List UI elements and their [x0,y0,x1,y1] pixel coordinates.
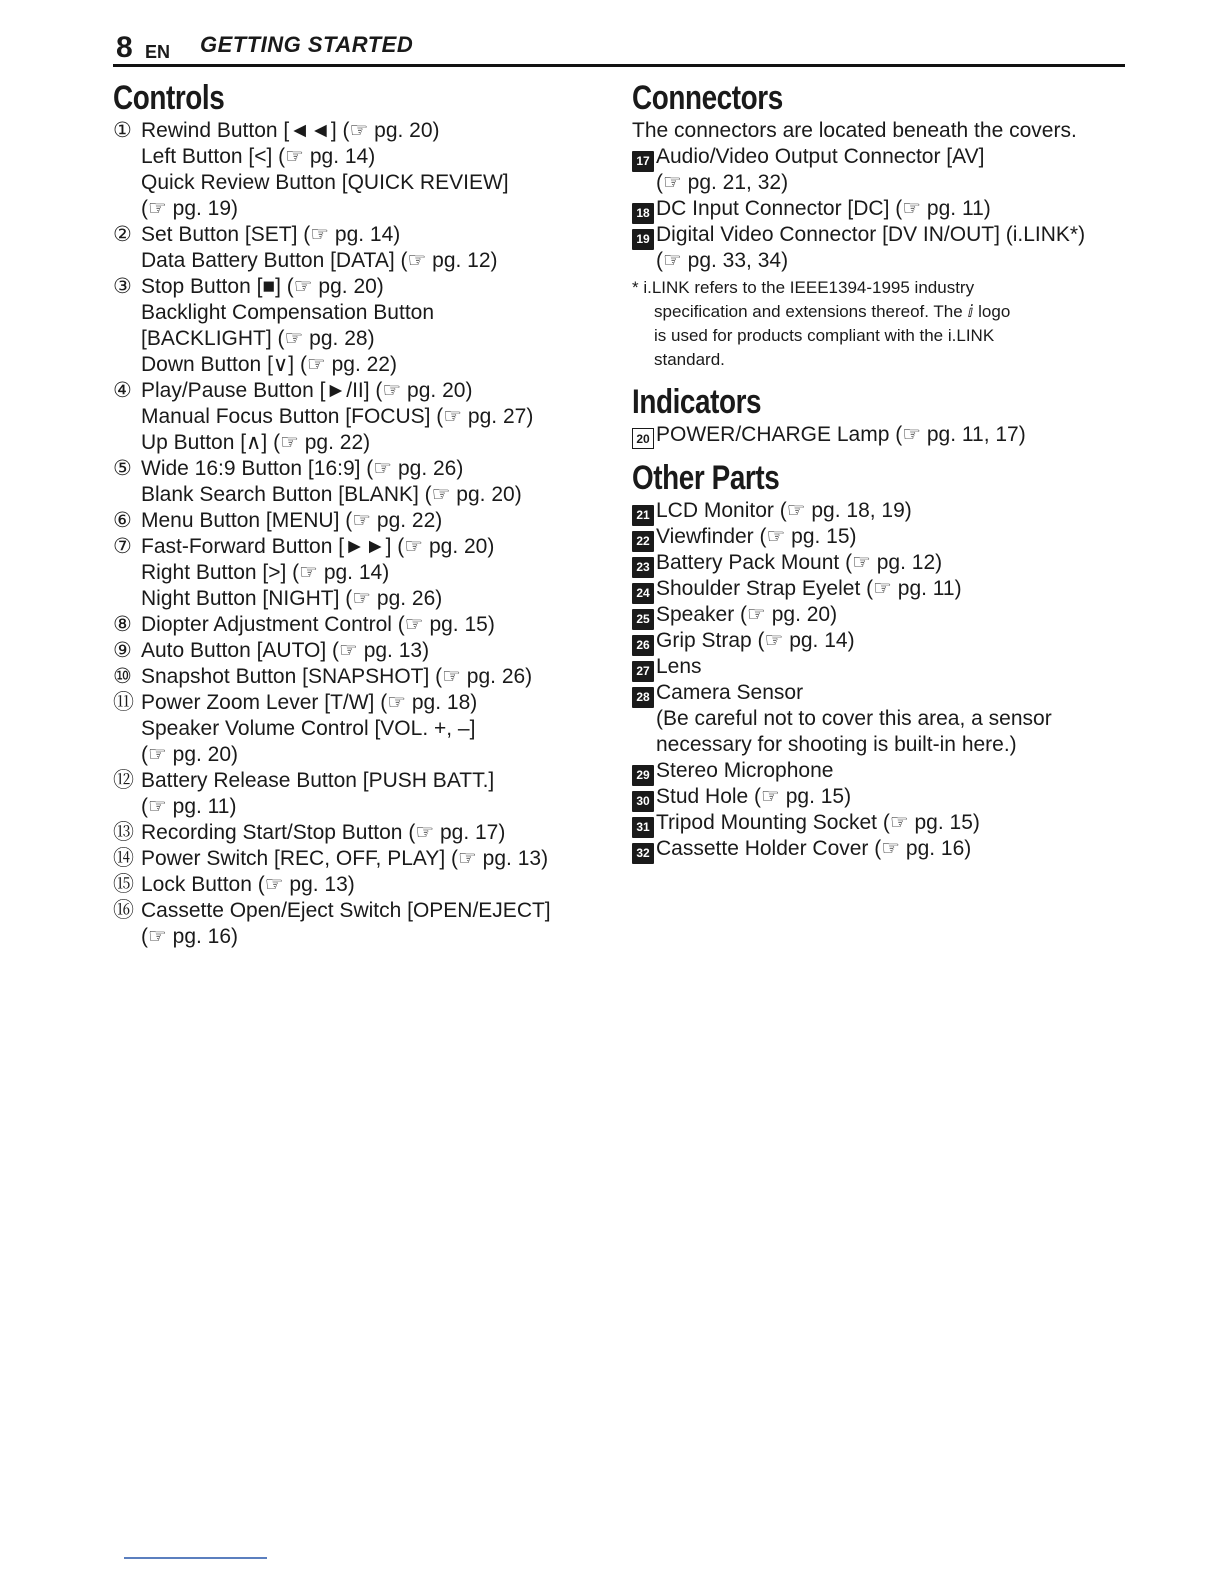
list-item [632,628,1132,654]
item-number-badge: 31 [632,817,654,838]
list-item [113,300,613,326]
indicators-heading: Indicators [632,383,762,421]
footnote-line: is used for products compliant with the i.LINK [654,326,995,345]
list-item [632,732,1132,758]
item-number-badge: 17 [632,151,654,172]
list-item [113,170,613,196]
item-number-badge: 30 [632,791,654,812]
list-item [113,924,613,950]
controls-heading: Controls [113,79,225,117]
item-text: Battery Release Button [PUSH BATT.] [141,769,495,792]
list-item [113,248,613,274]
left-column [113,78,613,950]
list-item [113,378,613,404]
item-number-badge: 25 [632,609,654,630]
connectors-footnote [632,276,1132,372]
list-item [113,664,613,690]
item-text: Down Button [∨] (☞ pg. 22) [141,353,397,376]
item-text: Battery Pack Mount (☞ pg. 12) [656,551,943,574]
item-number-badge: ⑧ [113,613,132,636]
list-item [113,508,613,534]
list-item [632,248,1132,274]
item-text: (☞ pg. 16) [141,925,239,948]
item-number-badge: 29 [632,765,654,786]
item-number-badge: 23 [632,557,654,578]
item-text: Lens [656,655,702,678]
item-number-badge: ② [113,223,132,246]
list-item [632,602,1132,628]
item-text: Rewind Button [◄◄] (☞ pg. 20) [141,119,440,142]
controls-list [113,118,613,950]
list-item [113,274,613,300]
list-item [632,550,1132,576]
item-number-badge: ③ [113,275,132,298]
footnote-line: * i.LINK refers to the IEEE1394-1995 industry [632,278,975,297]
indicators-list [632,422,1132,448]
item-text: Speaker Volume Control [VOL. +, –] [141,717,476,740]
item-number-badge: ⑭ [113,847,134,870]
item-text: DC Input Connector [DC] (☞ pg. 11) [656,197,991,220]
connectors-heading: Connectors [632,79,783,117]
item-text: Snapshot Button [SNAPSHOT] (☞ pg. 26) [141,665,533,688]
list-item [113,352,613,378]
list-item [113,196,613,222]
list-item [632,170,1132,196]
list-item [113,742,613,768]
item-number-badge: ④ [113,379,132,402]
list-item [113,456,613,482]
item-number-badge: ① [113,119,132,142]
item-text: Camera Sensor [656,681,804,704]
item-text: Stud Hole (☞ pg. 15) [656,785,852,808]
footnote-line: specification and extensions thereof. The ⅈ logo [654,302,1011,321]
list-item [113,638,613,664]
item-text: (☞ pg. 33, 34) [656,249,789,272]
list-item [113,222,613,248]
item-text: Left Button [<] (☞ pg. 14) [141,145,376,168]
list-item [632,680,1132,706]
list-item [113,586,613,612]
item-number-badge: ⑮ [113,873,134,896]
item-text: Backlight Compensation Button [141,301,435,324]
item-number-badge: ⑨ [113,639,132,662]
list-item [632,144,1132,170]
item-text: Power Zoom Lever [T/W] (☞ pg. 18) [141,691,478,714]
item-text: Auto Button [AUTO] (☞ pg. 13) [141,639,430,662]
list-item [632,758,1132,784]
item-text: Play/Pause Button [►/II] (☞ pg. 20) [141,379,473,402]
item-number-badge: 22 [632,531,654,552]
item-text: Stop Button [■] (☞ pg. 20) [141,275,384,298]
item-text: Blank Search Button [BLANK] (☞ pg. 20) [141,483,522,506]
item-number-badge: ⑪ [113,691,134,714]
list-item [113,534,613,560]
page-header [113,28,1125,67]
list-item [632,810,1132,836]
item-text: Wide 16:9 Button [16:9] (☞ pg. 26) [141,457,464,480]
item-text: Recording Start/Stop Button (☞ pg. 17) [141,821,506,844]
list-item [113,118,613,144]
item-text: Audio/Video Output Connector [AV] [656,145,985,168]
list-item [113,326,613,352]
item-number-badge: ⑯ [113,899,134,922]
item-number-badge: ⑩ [113,665,132,688]
list-item [632,836,1132,862]
list-item [113,612,613,638]
item-number-badge: 19 [632,229,654,250]
item-text: necessary for shooting is built-in here.) [656,733,1017,756]
item-text: Stereo Microphone [656,759,834,782]
list-item [113,560,613,586]
item-text: Manual Focus Button [FOCUS] (☞ pg. 27) [141,405,534,428]
item-number-badge: 28 [632,687,654,708]
item-text: Fast-Forward Button [►►] (☞ pg. 20) [141,535,495,558]
item-text: Lock Button (☞ pg. 13) [141,873,355,896]
right-column [632,78,1132,862]
list-item [632,422,1132,448]
connectors-list [632,144,1132,274]
other-parts-heading: Other Parts [632,459,780,497]
item-number-badge: ⑤ [113,457,132,480]
list-item [113,430,613,456]
item-text: Tripod Mounting Socket (☞ pg. 15) [656,811,980,834]
list-item [113,482,613,508]
list-item [632,706,1132,732]
other-parts-list [632,498,1132,862]
list-item [632,784,1132,810]
item-number-badge: 20 [632,428,654,449]
item-number-badge: 24 [632,583,654,604]
list-item [113,820,613,846]
list-item [632,654,1132,680]
item-text: Night Button [NIGHT] (☞ pg. 26) [141,587,443,610]
list-item [113,690,613,716]
item-text: (☞ pg. 11) [141,795,237,818]
item-number-badge: 18 [632,203,654,224]
item-text: Cassette Open/Eject Switch [OPEN/EJECT] [141,899,551,922]
item-text: POWER/CHARGE Lamp (☞ pg. 11, 17) [656,423,1026,446]
item-number-badge: 26 [632,635,654,656]
item-text: Diopter Adjustment Control (☞ pg. 15) [141,613,495,636]
list-item [632,498,1132,524]
item-text: Data Battery Button [DATA] (☞ pg. 12) [141,249,498,272]
item-number-badge: ⑫ [113,769,134,792]
item-text: Quick Review Button [QUICK REVIEW] [141,171,509,194]
list-item [113,768,613,794]
item-text: Shoulder Strap Eyelet (☞ pg. 11) [656,577,962,600]
list-item [632,524,1132,550]
item-text: Digital Video Connector [DV IN/OUT] (i.LINK*) [656,223,1086,246]
list-item [113,846,613,872]
item-text: LCD Monitor (☞ pg. 18, 19) [656,499,912,522]
item-text: Menu Button [MENU] (☞ pg. 22) [141,509,443,532]
list-item [632,576,1132,602]
list-item [113,872,613,898]
item-text: Cassette Holder Cover (☞ pg. 16) [656,837,972,860]
item-number-badge: ⑦ [113,535,132,558]
section-title: GETTING STARTED [200,32,414,57]
footer-rule [124,1557,267,1559]
list-item [632,196,1132,222]
list-item [113,794,613,820]
item-number-badge: ⑬ [113,821,134,844]
page-number: 8 [116,31,133,64]
item-number-badge: 27 [632,661,654,682]
list-item [113,716,613,742]
connectors-intro: The connectors are located beneath the covers. [632,119,1077,142]
language-label: EN [145,42,171,62]
item-number-badge: 32 [632,843,654,864]
item-text: Speaker (☞ pg. 20) [656,603,838,626]
list-item [632,222,1132,248]
list-item [113,144,613,170]
item-text: (Be careful not to cover this area, a sensor [656,707,1052,730]
item-text: (☞ pg. 20) [141,743,239,766]
item-number-badge: ⑥ [113,509,132,532]
footnote-line: standard. [654,350,725,369]
item-text: [BACKLIGHT] (☞ pg. 28) [141,327,375,350]
item-text: Right Button [>] (☞ pg. 14) [141,561,390,584]
item-text: Up Button [∧] (☞ pg. 22) [141,431,371,454]
item-text: (☞ pg. 19) [141,197,239,220]
list-item [113,404,613,430]
item-text: Set Button [SET] (☞ pg. 14) [141,223,401,246]
item-text: Grip Strap (☞ pg. 14) [656,629,855,652]
item-number-badge: 21 [632,505,654,526]
item-text: Power Switch [REC, OFF, PLAY] (☞ pg. 13) [141,847,549,870]
item-text: Viewfinder (☞ pg. 15) [656,525,857,548]
list-item [113,898,613,924]
item-text: (☞ pg. 21, 32) [656,171,789,194]
